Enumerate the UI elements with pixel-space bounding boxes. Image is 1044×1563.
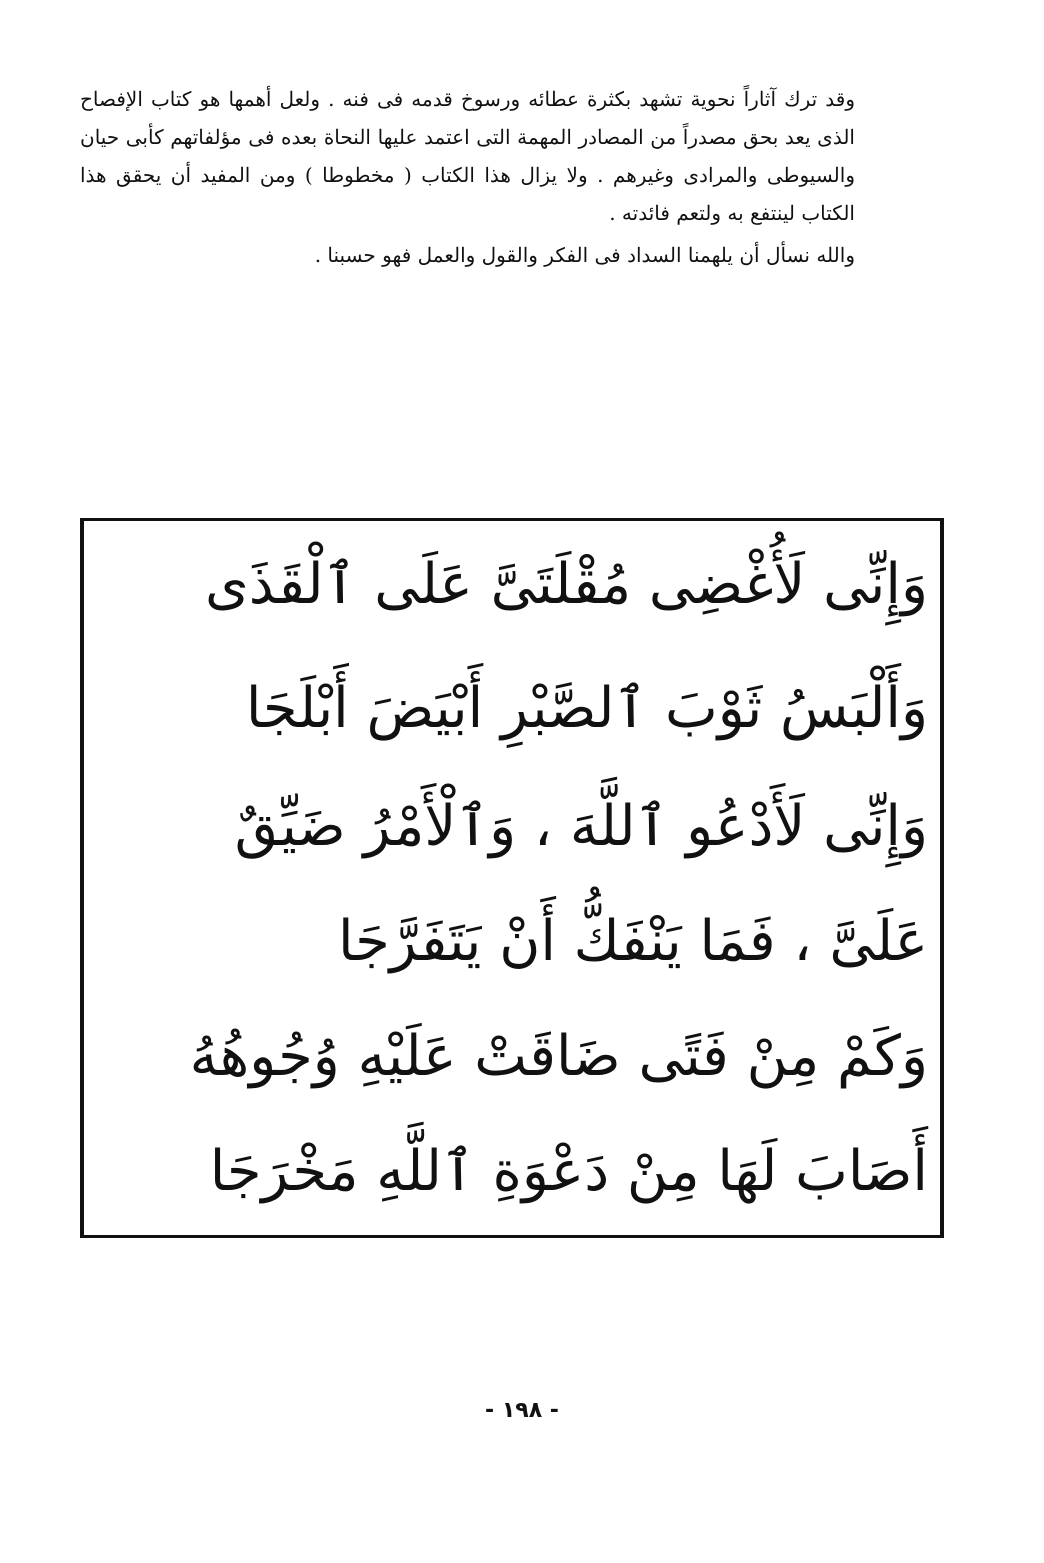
poem-line: عَلَىَّ ، فَمَا يَنْفَكُّ أَنْ يَتَفَرَّجَا: [338, 909, 928, 974]
poem-line: أَصَابَ لَهَا مِنْ دَعْوَةِ ٱللَّهِ مَخْرَجَا: [209, 1139, 928, 1204]
prose-block: [80, 80, 930, 274]
intro-paragraph: وقد ترك آثاراً نحوية تشهد بكثرة عطائه ورسوخ قدمه فى فنه . ولعل أهمها هو كتاب الإفصاح الذى يعد بحق مصدراً من المصادر المهمة التى اعتمد عليها النحاة بعده فى مؤلفاتهم كأبى حيان والسيوطى والمرادى وغيرهم . ولا يزال هذا الكتاب ( مخطوطا ) ومن المفيد أن يحقق هذا الكتاب لينتفع به ولتعم فائدته .: [80, 87, 855, 225]
poem-line: وَإِنِّى لَأَدْعُو ٱللَّهَ ، وَٱلْأَمْرُ ضَيِّقٌ: [234, 794, 928, 859]
poem-line: وَأَلْبَسُ ثَوْبَ ٱلصَّبْرِ أَبْيَضَ أَبْلَجَا: [245, 676, 928, 741]
poem-line: وَكَمْ مِنْ فَتًى ضَاقَتْ عَلَيْهِ وُجُوهُهُ: [189, 1024, 928, 1089]
closing-paragraph: والله نسأل أن يلهمنا السداد فى الفكر والقول والعمل فهو حسبنا .: [314, 243, 855, 267]
poem-line: وَإِنِّى لَأُغْضِى مُقْلَتَىَّ عَلَى ٱلْقَذَى: [204, 552, 928, 617]
poem-frame: [80, 518, 944, 1238]
page-number: - ١٩٨ -: [485, 1398, 559, 1423]
